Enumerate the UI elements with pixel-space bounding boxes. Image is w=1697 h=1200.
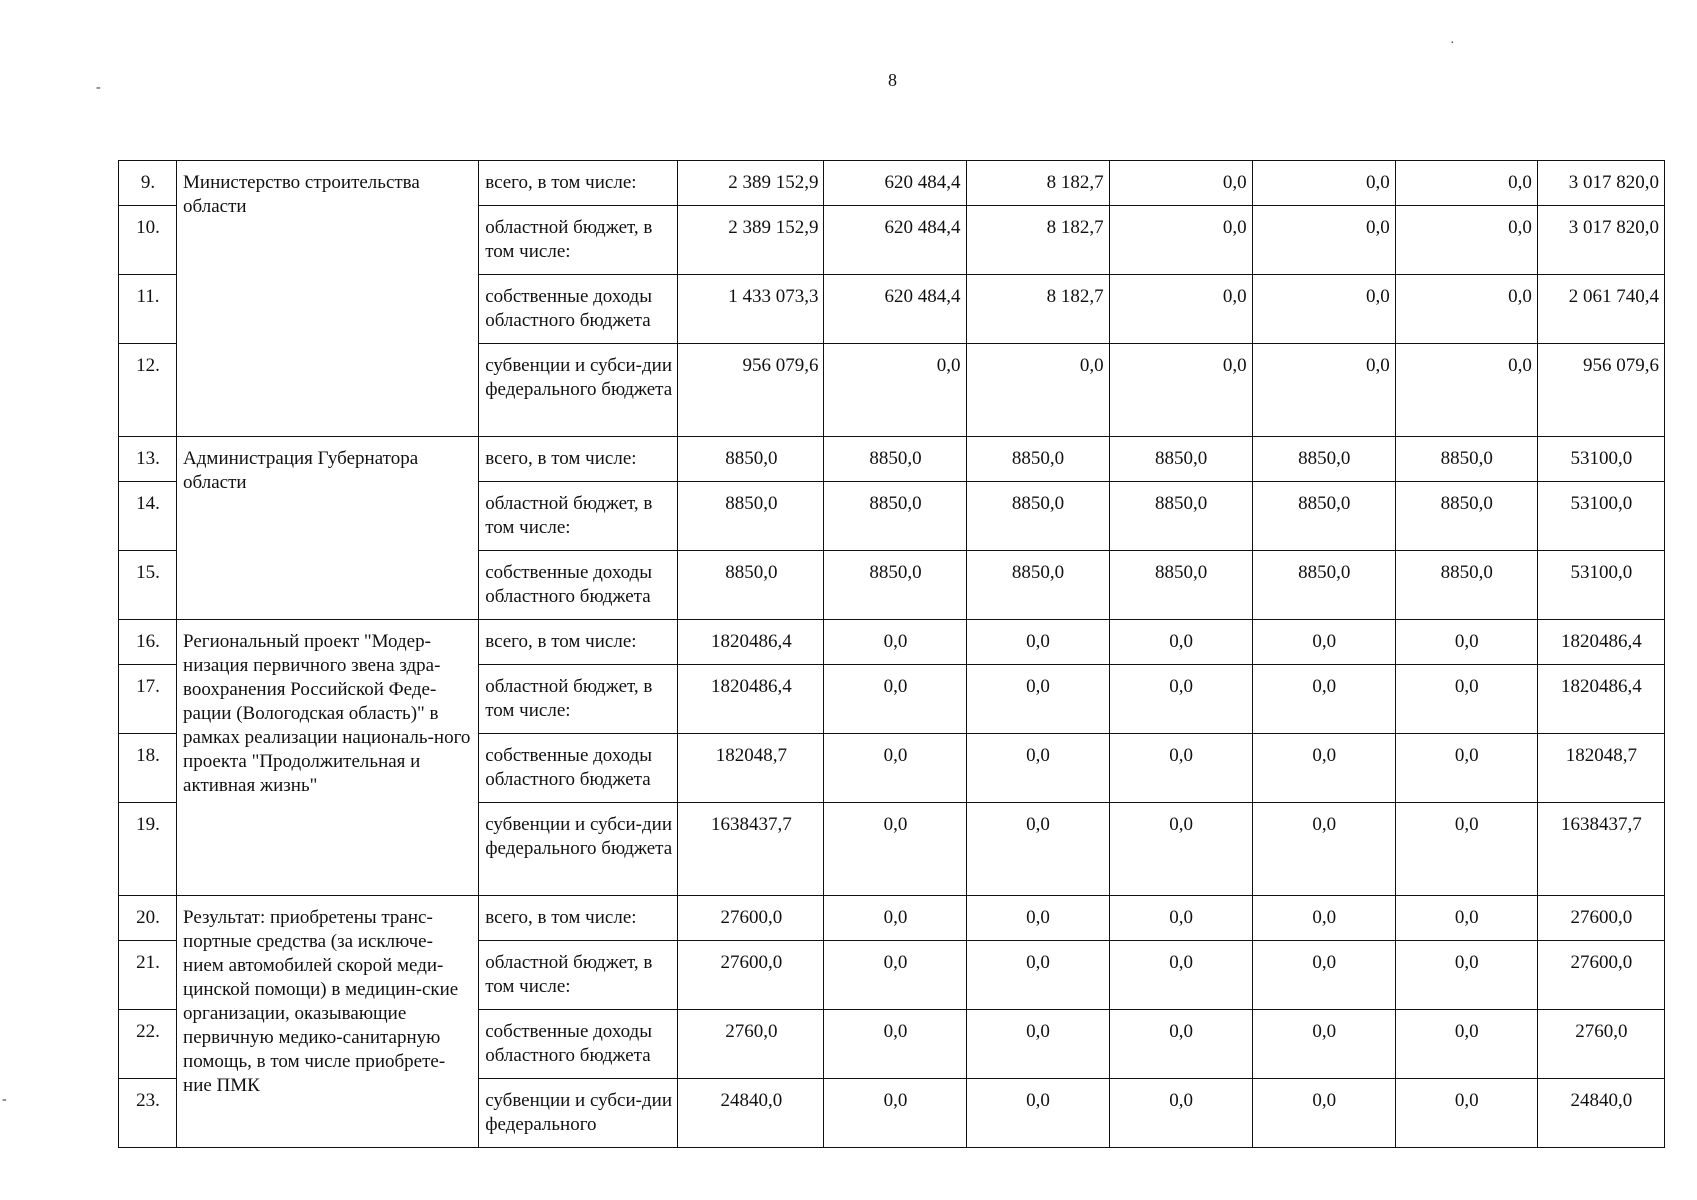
value-cell: 8850,0 xyxy=(1109,551,1252,620)
budget-table-body xyxy=(119,161,1665,1148)
row-number: 16. xyxy=(119,620,177,665)
value-cell: 0,0 xyxy=(1109,665,1252,734)
value-cell: 0,0 xyxy=(1395,665,1537,734)
row-number: 21. xyxy=(119,941,177,1010)
value-cell: 0,0 xyxy=(966,1079,1109,1148)
value-cell: 0,0 xyxy=(1109,344,1252,437)
value-cell: 8850,0 xyxy=(824,437,966,482)
value-cell: 0,0 xyxy=(1109,896,1252,941)
value-cell: 0,0 xyxy=(1252,620,1395,665)
value-cell: 0,0 xyxy=(824,620,966,665)
value-cell: 8850,0 xyxy=(678,482,824,551)
funding-type: всего, в том числе: xyxy=(479,620,678,665)
value-cell: 1820486,4 xyxy=(1537,620,1664,665)
value-cell: 8850,0 xyxy=(1252,437,1395,482)
row-number: 17. xyxy=(119,665,177,734)
value-cell: 0,0 xyxy=(1395,941,1537,1010)
scan-mark: - xyxy=(2,1092,7,1107)
scan-mark: - xyxy=(96,80,101,95)
value-cell: 182048,7 xyxy=(1537,734,1664,803)
value-cell: 0,0 xyxy=(824,734,966,803)
value-cell: 0,0 xyxy=(1395,620,1537,665)
value-cell: 0,0 xyxy=(1395,344,1537,437)
organization-name: Министерство строительства области xyxy=(177,161,479,437)
value-cell: 0,0 xyxy=(1109,206,1252,275)
funding-type: собственные доходы областного бюджета xyxy=(479,275,678,344)
value-cell: 53100,0 xyxy=(1537,551,1664,620)
value-cell: 0,0 xyxy=(966,344,1109,437)
row-number: 19. xyxy=(119,803,177,896)
value-cell: 0,0 xyxy=(1395,734,1537,803)
funding-type: областной бюджет, в том числе: xyxy=(479,665,678,734)
value-cell: 8850,0 xyxy=(1395,551,1537,620)
value-cell: 0,0 xyxy=(824,1010,966,1079)
value-cell: 53100,0 xyxy=(1537,482,1664,551)
value-cell: 0,0 xyxy=(1252,161,1395,206)
value-cell: 1638437,7 xyxy=(678,803,824,896)
value-cell: 0,0 xyxy=(1395,1079,1537,1148)
value-cell: 2 389 152,9 xyxy=(678,161,824,206)
value-cell: 620 484,4 xyxy=(824,275,966,344)
value-cell: 8850,0 xyxy=(1109,482,1252,551)
value-cell: 0,0 xyxy=(1109,620,1252,665)
value-cell: 1820486,4 xyxy=(678,665,824,734)
value-cell: 0,0 xyxy=(824,941,966,1010)
value-cell: 0,0 xyxy=(1252,896,1395,941)
value-cell: 0,0 xyxy=(1109,734,1252,803)
value-cell: 1 433 073,3 xyxy=(678,275,824,344)
row-number: 23. xyxy=(119,1079,177,1148)
organization-name: Администрация Губернатора области xyxy=(177,437,479,620)
value-cell: 0,0 xyxy=(1252,941,1395,1010)
value-cell: 27600,0 xyxy=(678,941,824,1010)
funding-type: собственные доходы областного бюджета xyxy=(479,734,678,803)
value-cell: 0,0 xyxy=(1109,803,1252,896)
value-cell: 27600,0 xyxy=(678,896,824,941)
funding-type: собственные доходы областного бюджета xyxy=(479,551,678,620)
value-cell: 0,0 xyxy=(966,665,1109,734)
value-cell: 0,0 xyxy=(1252,275,1395,344)
budget-table xyxy=(118,160,1665,1148)
value-cell: 8 182,7 xyxy=(966,161,1109,206)
scan-mark: · xyxy=(1450,36,1455,51)
row-number: 18. xyxy=(119,734,177,803)
value-cell: 24840,0 xyxy=(1537,1079,1664,1148)
table-row xyxy=(119,161,1665,206)
value-cell: 0,0 xyxy=(1252,803,1395,896)
value-cell: 53100,0 xyxy=(1537,437,1664,482)
value-cell: 0,0 xyxy=(1395,161,1537,206)
organization-name: Региональный проект "Модер-низация первичного звена здра-воохранения Российской Феде-рации (Вологодская область)" в рамках реализации националь-ного проекта "Продолжительная и активная жизнь" xyxy=(177,620,479,896)
value-cell: 620 484,4 xyxy=(824,206,966,275)
value-cell: 8 182,7 xyxy=(966,206,1109,275)
funding-type: всего, в том числе: xyxy=(479,161,678,206)
value-cell: 0,0 xyxy=(966,803,1109,896)
value-cell: 3 017 820,0 xyxy=(1537,206,1664,275)
value-cell: 0,0 xyxy=(1109,161,1252,206)
row-number: 20. xyxy=(119,896,177,941)
row-number: 12. xyxy=(119,344,177,437)
funding-type: областной бюджет, в том числе: xyxy=(479,206,678,275)
value-cell: 8850,0 xyxy=(1252,551,1395,620)
row-number: 15. xyxy=(119,551,177,620)
page-number: 8 xyxy=(888,70,897,90)
value-cell: 0,0 xyxy=(824,803,966,896)
value-cell: 0,0 xyxy=(1252,734,1395,803)
value-cell: 0,0 xyxy=(824,344,966,437)
value-cell: 2760,0 xyxy=(678,1010,824,1079)
value-cell: 8850,0 xyxy=(966,551,1109,620)
value-cell: 0,0 xyxy=(1252,665,1395,734)
value-cell: 956 079,6 xyxy=(678,344,824,437)
value-cell: 8850,0 xyxy=(824,482,966,551)
value-cell: 27600,0 xyxy=(1537,941,1664,1010)
value-cell: 0,0 xyxy=(966,734,1109,803)
value-cell: 2 389 152,9 xyxy=(678,206,824,275)
funding-type: областной бюджет, в том числе: xyxy=(479,482,678,551)
funding-type: областной бюджет, в том числе: xyxy=(479,941,678,1010)
value-cell: 182048,7 xyxy=(678,734,824,803)
table-row xyxy=(119,620,1665,665)
funding-type: всего, в том числе: xyxy=(479,437,678,482)
value-cell: 8850,0 xyxy=(678,437,824,482)
value-cell: 0,0 xyxy=(966,620,1109,665)
value-cell: 0,0 xyxy=(1395,275,1537,344)
value-cell: 0,0 xyxy=(1252,1010,1395,1079)
row-number: 9. xyxy=(119,161,177,206)
value-cell: 0,0 xyxy=(966,941,1109,1010)
value-cell: 8850,0 xyxy=(1395,482,1537,551)
value-cell: 8850,0 xyxy=(824,551,966,620)
value-cell: 8850,0 xyxy=(966,482,1109,551)
value-cell: 24840,0 xyxy=(678,1079,824,1148)
value-cell: 0,0 xyxy=(966,1010,1109,1079)
value-cell: 0,0 xyxy=(1109,941,1252,1010)
value-cell: 2 061 740,4 xyxy=(1537,275,1664,344)
value-cell: 0,0 xyxy=(1109,275,1252,344)
value-cell: 956 079,6 xyxy=(1537,344,1664,437)
value-cell: 27600,0 xyxy=(1537,896,1664,941)
value-cell: 1638437,7 xyxy=(1537,803,1664,896)
funding-type: всего, в том числе: xyxy=(479,896,678,941)
value-cell: 0,0 xyxy=(1252,206,1395,275)
row-number: 22. xyxy=(119,1010,177,1079)
value-cell: 8850,0 xyxy=(1109,437,1252,482)
value-cell: 0,0 xyxy=(1109,1010,1252,1079)
value-cell: 0,0 xyxy=(1395,206,1537,275)
value-cell: 0,0 xyxy=(1252,344,1395,437)
table-row xyxy=(119,896,1665,941)
value-cell: 3 017 820,0 xyxy=(1537,161,1664,206)
value-cell: 620 484,4 xyxy=(824,161,966,206)
value-cell: 0,0 xyxy=(824,665,966,734)
value-cell: 0,0 xyxy=(966,896,1109,941)
value-cell: 0,0 xyxy=(824,896,966,941)
value-cell: 0,0 xyxy=(1252,1079,1395,1148)
value-cell: 1820486,4 xyxy=(678,620,824,665)
organization-name: Результат: приобретены транс-портные средства (за исключе-нием автомобилей скорой меди-цинской помощи) в медицин-ские организации, оказывающие первичную медико-санитарную помощь, в том числе приобрете-ние ПМК xyxy=(177,896,479,1148)
table-row xyxy=(119,437,1665,482)
value-cell: 2760,0 xyxy=(1537,1010,1664,1079)
funding-type: субвенции и субси-дии федерального xyxy=(479,1079,678,1148)
value-cell: 0,0 xyxy=(824,1079,966,1148)
funding-type: собственные доходы областного бюджета xyxy=(479,1010,678,1079)
funding-type: субвенции и субси-дии федерального бюджета xyxy=(479,344,678,437)
value-cell: 8850,0 xyxy=(966,437,1109,482)
value-cell: 0,0 xyxy=(1109,1079,1252,1148)
value-cell: 0,0 xyxy=(1395,1010,1537,1079)
value-cell: 8 182,7 xyxy=(966,275,1109,344)
value-cell: 8850,0 xyxy=(678,551,824,620)
value-cell: 0,0 xyxy=(1395,896,1537,941)
row-number: 11. xyxy=(119,275,177,344)
value-cell: 8850,0 xyxy=(1395,437,1537,482)
row-number: 13. xyxy=(119,437,177,482)
row-number: 14. xyxy=(119,482,177,551)
row-number: 10. xyxy=(119,206,177,275)
value-cell: 8850,0 xyxy=(1252,482,1395,551)
funding-type: субвенции и субси-дии федерального бюджета xyxy=(479,803,678,896)
value-cell: 0,0 xyxy=(1395,803,1537,896)
value-cell: 1820486,4 xyxy=(1537,665,1664,734)
